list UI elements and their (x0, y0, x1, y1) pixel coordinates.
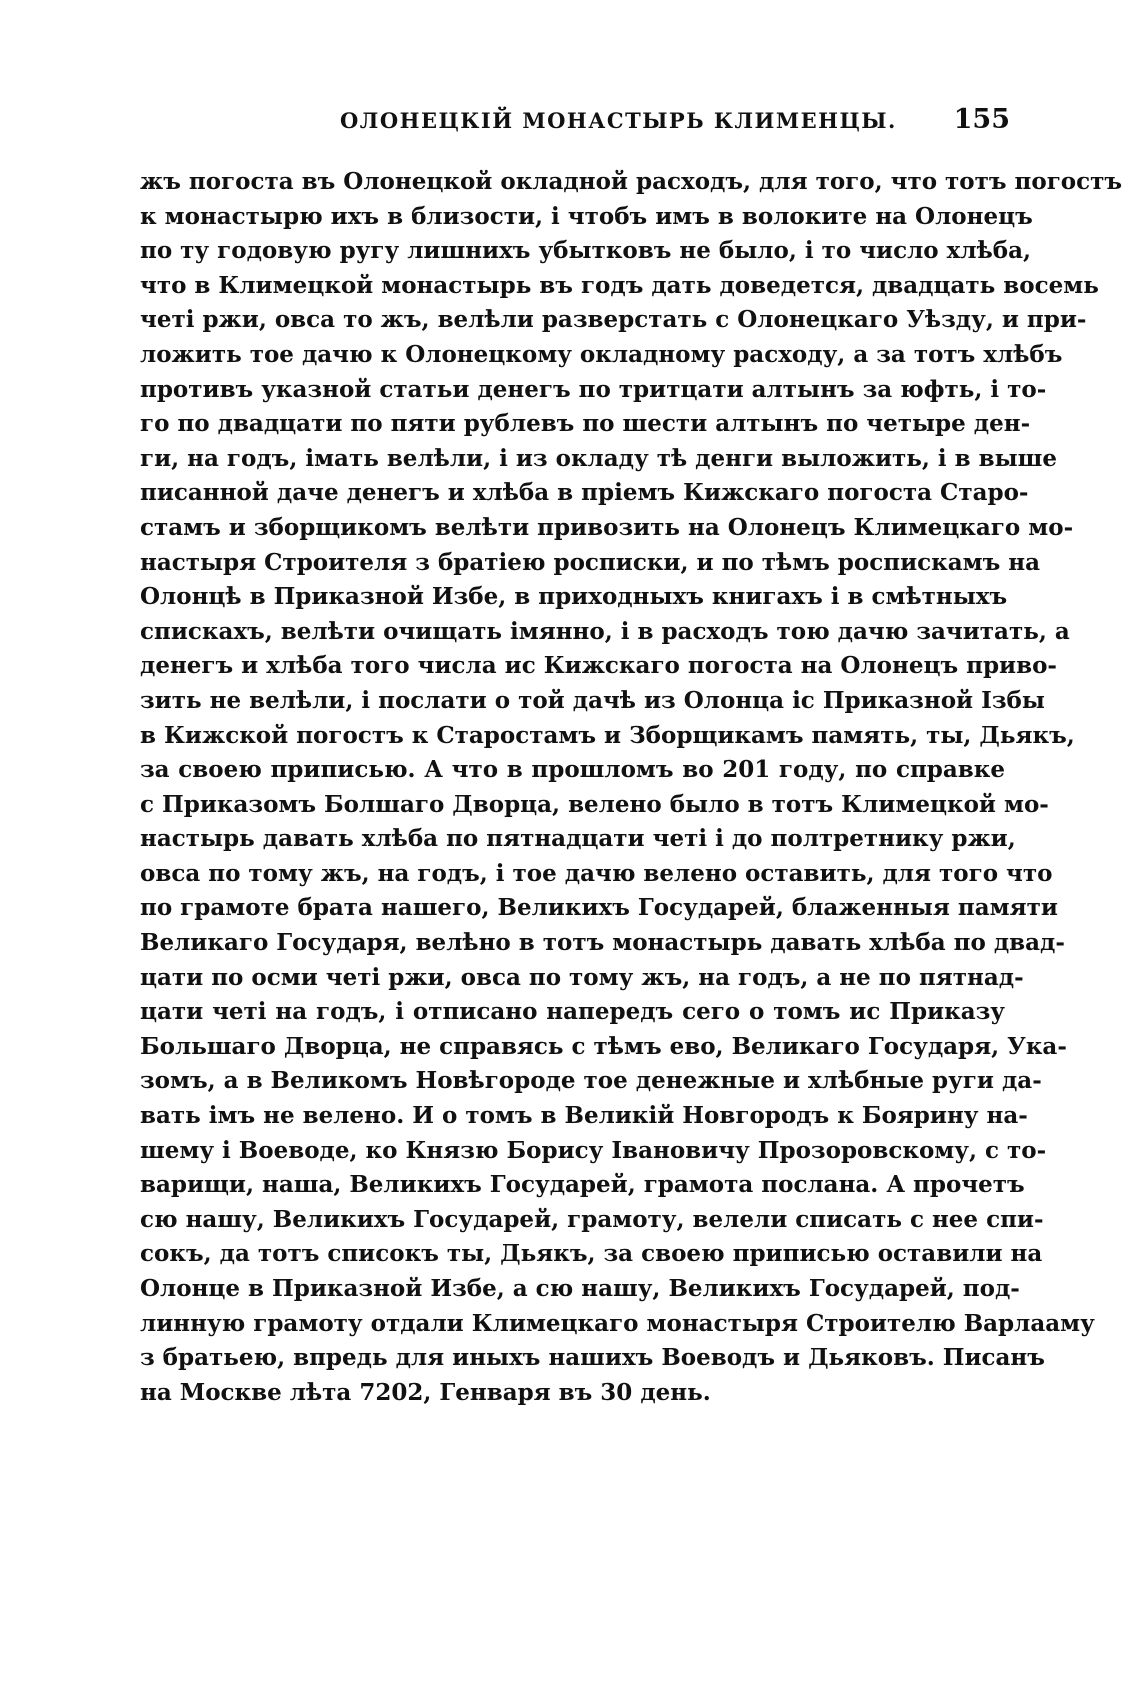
text-line: го по двадцати по пяти рублевъ по шести алтынъ по четыре ден- (140, 410, 1031, 438)
text-line: четі ржи, овса то жъ, велѣли разверстать с Олонецкаго Уѣзду, и при- (140, 306, 1087, 334)
text-line: цати по осми четі ржи, овса по тому жъ, на годъ, а не по пятнад- (140, 963, 1024, 991)
text-line: зить не велѣли, і послати о той дачѣ из Олонца іс Приказной Ізбы (140, 686, 1045, 714)
text-line: в Кижской погостъ к Старостамъ и Зборщикамъ память, ты, Дьякъ, (140, 721, 1075, 749)
text-line: противъ указной статьи денегъ по тритцати алтынъ за юфть, і то- (140, 375, 1047, 403)
text-line: настырь давать хлѣба по пятнадцати четі і до полтретнику ржи, (140, 825, 1016, 853)
text-line: настыря Строителя з братіею росписки, и по тѣмъ роспискамъ на (140, 548, 1041, 576)
text-line: за своею приписью. А что в прошломъ во 201 году, по справке (140, 756, 1005, 784)
text-line: вать імъ не велено. И о томъ в Великій Новгородъ к Боярину на- (140, 1102, 1028, 1130)
text-line: писанной даче денегъ и хлѣба в пріемъ Кижскаго погоста Старо- (140, 479, 1029, 507)
text-line: денегъ и хлѣба того числа ис Кижскаго погоста на Олонецъ приво- (140, 652, 1057, 680)
text-line: з братьею, впредь для иныхъ нашихъ Воеводъ и Дьяковъ. Писанъ (140, 1344, 1045, 1372)
text-line: стамъ и зборщикомъ велѣти привозить на Олонецъ Климецкаго мо- (140, 513, 1074, 541)
running-head (140, 104, 1010, 142)
body-text (140, 165, 1123, 1410)
text-line: к монастырю ихъ в близости, і чтобъ имъ в волоките на Олонецъ (140, 202, 1033, 230)
text-line: Олонце в Приказной Избе, а сю нашу, Великихъ Государей, под- (140, 1275, 1020, 1302)
text-line: цати четі на годъ, і отписано напередъ сего о томъ ис Приказу (140, 998, 1005, 1026)
text-line: линную грамоту отдали Климецкаго монастыря Строителю Варлааму (140, 1309, 1095, 1337)
text-line: спискахъ, велѣти очищать імянно, і в расходъ тою дачю зачитать, а (140, 617, 1070, 645)
text-line: сокъ, да тотъ списокъ ты, Дьякъ, за своею приписью оставили на (140, 1240, 1043, 1268)
text-line: ложить тое дачю к Олонецкому окладному расходу, а за тотъ хлѣбъ (140, 340, 1063, 368)
text-line: жъ погоста въ Олонецкой окладной расходъ, для того, что тотъ погостъ (140, 168, 1123, 195)
text-line: Олонцѣ в Приказной Избе, в приходныхъ книгахъ і в смѣтныхъ (140, 583, 1008, 611)
running-title: ОЛОНЕЦКІЙ МОНАСТЫРЬ КЛИМЕНЦЫ. (340, 108, 897, 133)
page-number: 155 (953, 104, 1010, 135)
text-line: ги, на годъ, імать велѣли, і из окладу тѣ денги выложить, і в выше (140, 444, 1058, 472)
text-line: зомъ, а в Великомъ Новѣгороде тое денежные и хлѣбные руги да- (140, 1067, 1042, 1095)
text-line: с Приказомъ Болшаго Дворца, велено было в тотъ Климецкой мо- (140, 790, 1049, 818)
text-line: по ту годовую ругу лишнихъ убытковъ не было, і то число хлѣба, (140, 237, 1032, 265)
text-line: по грамоте брата нашего, Великихъ Государей, блаженныя памяти (140, 894, 1058, 922)
text-line: на Москве лѣта 7202, Генваря въ 30 день. (140, 1378, 711, 1406)
text-line: что в Климецкой монастырь въ годъ дать доведется, двадцать восемь (140, 271, 1099, 299)
text-line: сю нашу, Великихъ Государей, грамоту, велели списать с нее спи- (140, 1205, 1044, 1233)
text-line: варищи, наша, Великихъ Государей, грамота послана. А прочетъ (140, 1171, 1025, 1199)
text-line: Великаго Государя, велѣно в тотъ монастырь давать хлѣба по двад- (140, 929, 1065, 957)
text-line: Большаго Дворца, не справясь с тѣмъ ево, Великаго Государя, Ука- (140, 1032, 1067, 1060)
text-line: овса по тому жъ, на годъ, і тое дачю велено оставить, для того что (140, 859, 1053, 887)
text-line: шему і Воеводе, ко Князю Борису Івановичу Прозоровскому, с то- (140, 1136, 1047, 1164)
